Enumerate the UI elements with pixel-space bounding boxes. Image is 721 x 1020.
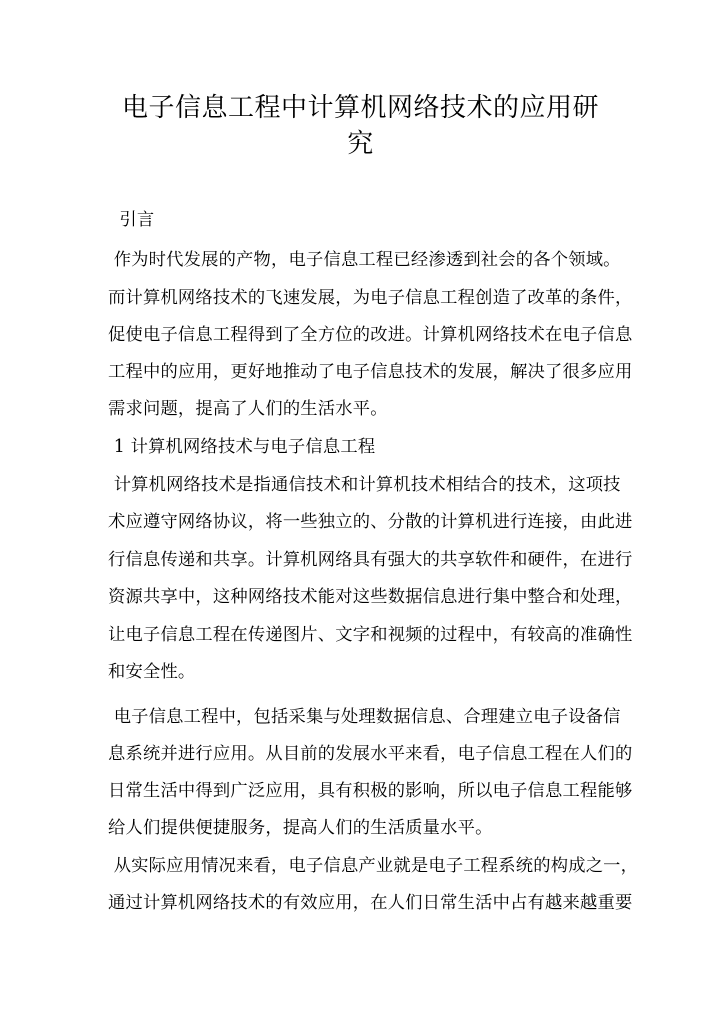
text-line: 引言 — [108, 210, 155, 230]
title-line-2: 究 — [347, 129, 374, 159]
text-line: 和安全性。 — [108, 662, 196, 682]
text-line: 通过计算机网络技术的有效应用，在人们日常生活中占有越来越重要 — [108, 893, 633, 913]
text-line: 术应遵守网络协议，将一些独立的、分散的计算机进行连接，由此进 — [108, 512, 633, 532]
text-line: 需求问题，提高了人们的生活水平。 — [108, 399, 388, 419]
text-line: 促使电子信息工程得到了全方位的改进。计算机网络技术在电子信息 — [108, 325, 633, 345]
text-line: 息系统并进行应用。从目前的发展水平来看，电子信息工程在人们的 — [108, 744, 633, 764]
text-line: 1 计算机网络技术与电子信息工程 — [108, 437, 376, 457]
title-line-1: 电子信息工程中计算机网络技术的应用研 — [121, 93, 599, 123]
text-line: 电子信息工程中，包括采集与处理数据信息、合理建立电子设备信 — [108, 707, 621, 727]
document-title — [108, 90, 613, 162]
text-line: 计算机网络技术是指通信技术和计算机技术相结合的技术，这项技 — [108, 475, 621, 495]
text-line: 作为时代发展的产物，电子信息工程已经渗透到社会的各个领域。 — [108, 250, 621, 270]
text-line: 日常生活中得到广泛应用，具有积极的影响，所以电子信息工程能够 — [108, 781, 633, 801]
text-line: 资源共享中，这种网络技术能对这些数据信息进行集中整合和处理， — [108, 587, 633, 607]
text-line: 从实际应用情况来看，电子信息产业就是电子工程系统的构成之一， — [108, 856, 639, 876]
text-line: 让电子信息工程在传递图片、文字和视频的过程中，有较高的准确性 — [108, 625, 633, 645]
text-line: 而计算机网络技术的飞速发展，为电子信息工程创造了改革的条件， — [108, 288, 633, 308]
text-line: 行信息传递和共享。计算机网络具有强大的共享软件和硬件，在进行 — [108, 550, 633, 570]
text-line: 工程中的应用，更好地推动了电子信息技术的发展，解决了很多应用 — [108, 362, 633, 382]
text-line: 给人们提供便捷服务，提高人们的生活质量水平。 — [108, 818, 493, 838]
